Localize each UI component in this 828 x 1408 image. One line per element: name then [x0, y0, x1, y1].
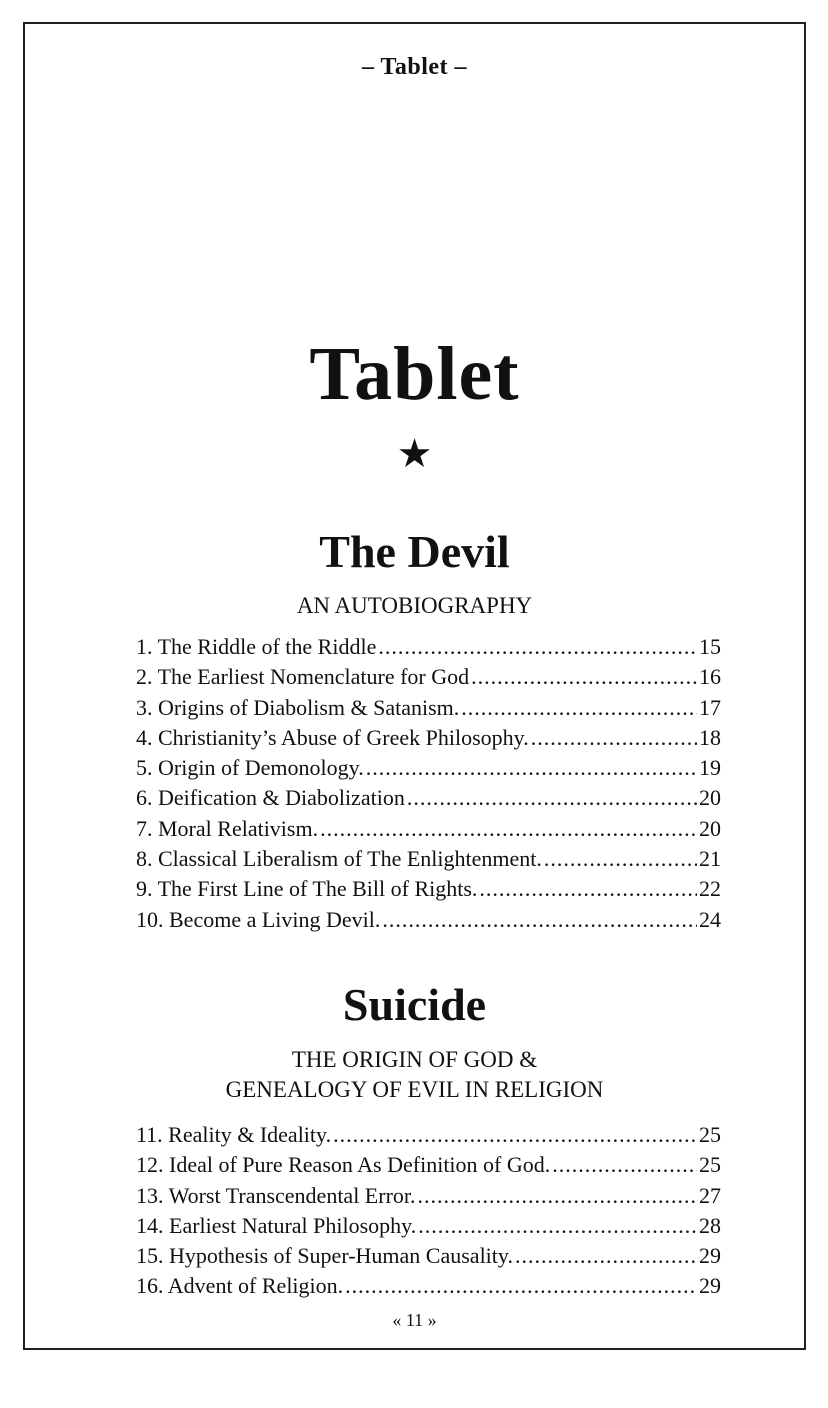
toc-page-number: 17 — [699, 694, 721, 720]
toc-entry-label: 2. The Earliest Nomenclature for God — [136, 664, 470, 690]
dot-leader — [366, 753, 697, 783]
toc-page-number: 29 — [699, 1273, 721, 1299]
toc-entry-label: 7. Moral Relativism. — [136, 815, 319, 841]
toc-page-number: 25 — [699, 1152, 721, 1178]
toc-entry-label: 14. Earliest Natural Philosophy. — [136, 1212, 417, 1238]
toc-entry[interactable] — [136, 814, 721, 844]
toc-entry[interactable] — [136, 662, 721, 692]
toc-page-number: 25 — [699, 1122, 721, 1147]
dot-leader — [479, 874, 697, 904]
toc-entry[interactable] — [136, 632, 721, 662]
dot-leader — [320, 814, 697, 844]
book-page — [23, 22, 806, 1350]
section-subtitle-line-1: THE ORIGIN OF GOD & — [291, 1047, 538, 1072]
toc-entry-label: 10. Become a Living Devil. — [136, 906, 381, 932]
dot-leader — [515, 1241, 697, 1271]
toc-entry[interactable] — [136, 1211, 721, 1241]
running-head: – Tablet – — [361, 54, 468, 80]
toc-page-number: 18 — [699, 724, 721, 750]
toc-page-number: 29 — [699, 1243, 721, 1269]
toc-entry[interactable] — [136, 844, 721, 874]
toc-entry[interactable] — [136, 1181, 721, 1211]
dot-leader — [544, 844, 697, 874]
toc-entry[interactable] — [136, 1150, 721, 1180]
dot-leader — [333, 1120, 697, 1150]
toc-entry-label: 3. Origins of Diabolism & Satanism. — [136, 694, 460, 720]
toc-entry-label: 4. Christianity’s Abuse of Greek Philosophy. — [136, 724, 529, 750]
toc-entry[interactable] — [136, 1120, 721, 1150]
dot-leader — [552, 1150, 697, 1180]
toc-page-number: 24 — [699, 906, 721, 932]
toc-page-number: 22 — [699, 876, 721, 902]
toc-page-number: 16 — [699, 664, 721, 690]
toc-entry-label: 6. Deification & Diabolization — [136, 785, 405, 811]
page-number-folio: « 11 » — [392, 1310, 437, 1330]
toc-entry[interactable] — [136, 874, 721, 904]
dot-leader — [407, 783, 697, 813]
dot-leader — [471, 662, 697, 692]
toc-entry-label: 15. Hypothesis of Super-Human Causality. — [136, 1243, 513, 1269]
dot-leader — [461, 693, 697, 723]
toc-entry[interactable] — [136, 783, 721, 813]
toc-entry-label: 12. Ideal of Pure Reason As Definition of God. — [136, 1152, 551, 1178]
dot-leader — [345, 1271, 697, 1301]
toc-entry[interactable] — [136, 905, 721, 935]
section-subtitle-line-2: GENEALOGY OF EVIL IN RELIGION — [225, 1077, 604, 1102]
toc-entry-label: 8. Classical Liberalism of The Enlightenment. — [136, 846, 542, 872]
toc-list-suicide — [136, 1120, 721, 1302]
toc-entry[interactable] — [136, 1241, 721, 1271]
toc-page-number: 20 — [699, 815, 721, 841]
star-ornament-icon: ★ — [396, 431, 433, 476]
dot-leader — [531, 723, 697, 753]
dot-leader — [382, 905, 697, 935]
toc-entry-label: 16. Advent of Religion. — [136, 1273, 344, 1299]
toc-entry[interactable] — [136, 723, 721, 753]
dot-leader — [378, 632, 697, 662]
toc-entry[interactable] — [136, 753, 721, 783]
toc-entry-label: 5. Origin of Demonology. — [136, 755, 364, 781]
toc-list-devil — [136, 632, 721, 935]
toc-entry-label: 11. Reality & Ideality. — [136, 1122, 332, 1147]
toc-entry[interactable] — [136, 1271, 721, 1301]
dot-leader — [418, 1181, 697, 1211]
toc-page-number: 15 — [699, 634, 721, 659]
toc-page-number: 21 — [699, 846, 721, 872]
toc-entry-label: 13. Worst Transcendental Error. — [136, 1182, 416, 1208]
toc-page-number: 27 — [699, 1182, 721, 1208]
dot-leader — [418, 1211, 697, 1241]
toc-entry-label: 1. The Riddle of the Riddle — [136, 634, 377, 659]
section-subtitle-devil: AN AUTOBIOGRAPHY — [296, 593, 533, 618]
page-title: Tablet — [309, 332, 520, 416]
toc-entry-label: 9. The First Line of The Bill of Rights. — [136, 876, 478, 902]
section-title-devil: The Devil — [319, 526, 510, 577]
section-title-suicide: Suicide — [342, 979, 487, 1030]
toc-page-number: 20 — [699, 785, 721, 811]
toc-entry[interactable] — [136, 693, 721, 723]
toc-page-number: 19 — [699, 755, 721, 781]
toc-page-number: 28 — [699, 1212, 721, 1238]
